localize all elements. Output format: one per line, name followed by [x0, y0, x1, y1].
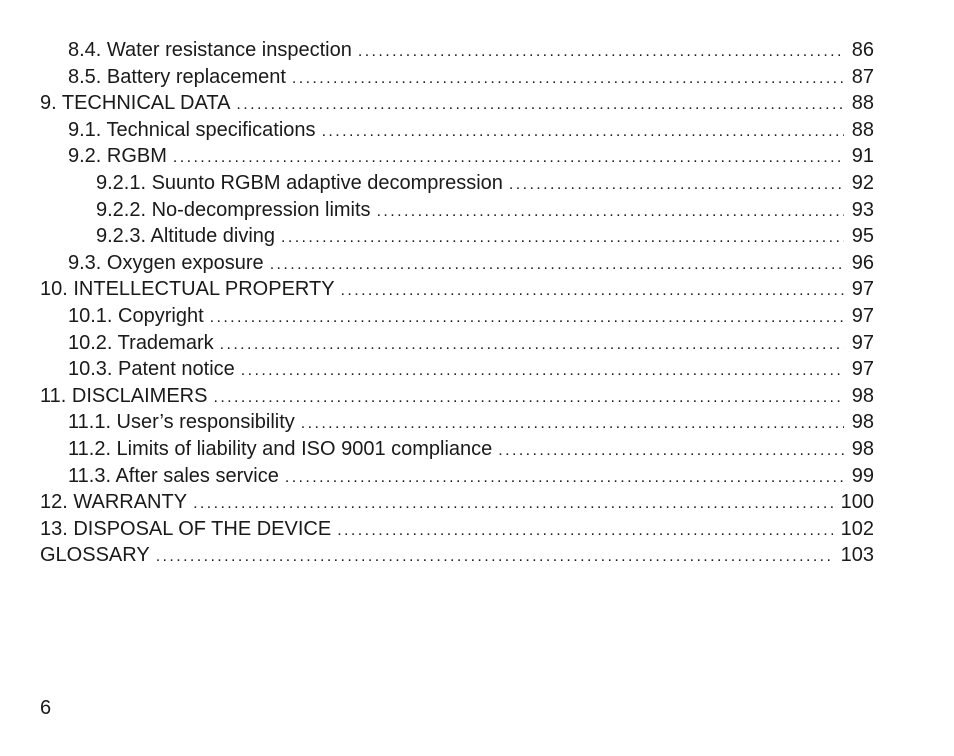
toc-entry-title: 8.5. Battery replacement — [68, 65, 286, 88]
toc-leader-dots — [498, 438, 843, 465]
toc-entry-page: 95 — [851, 225, 874, 248]
toc-entry-page: 97 — [851, 331, 874, 354]
toc-entry-page: 87 — [851, 65, 874, 88]
toc-entry-title: 10.1. Copyright — [68, 304, 204, 327]
toc-entry[interactable] — [40, 170, 874, 197]
toc-entry[interactable] — [40, 383, 874, 410]
toc-entry-title: 13. DISPOSAL OF THE DEVICE — [40, 517, 332, 540]
toc-leader-dots — [377, 199, 844, 226]
toc-entry-title: 9. TECHNICAL DATA — [40, 92, 231, 115]
toc-entry[interactable] — [40, 143, 874, 170]
toc-entry[interactable] — [40, 250, 874, 277]
toc-leader-dots — [358, 39, 844, 66]
toc-leader-dots — [337, 518, 832, 545]
toc-leader-dots — [285, 465, 844, 492]
toc-leader-dots — [236, 92, 843, 119]
toc-leader-dots — [341, 278, 844, 305]
toc-entry[interactable] — [40, 276, 874, 303]
toc-entry-page: 97 — [851, 304, 874, 327]
toc-entry-title: 9.2.2. No-decompression limits — [96, 198, 371, 221]
toc-leader-dots — [292, 66, 844, 93]
toc-leader-dots — [220, 332, 844, 359]
toc-entry-page: 100 — [840, 491, 874, 514]
page-number: 6 — [40, 697, 52, 719]
toc-entry[interactable] — [40, 463, 874, 490]
toc-leader-dots — [213, 385, 843, 412]
toc-leader-dots — [193, 491, 833, 518]
toc-entry-page: 99 — [851, 464, 874, 487]
toc-entry-page: 91 — [851, 145, 874, 168]
toc-entry-title: 11. DISCLAIMERS — [40, 384, 208, 407]
toc-leader-dots — [173, 145, 844, 172]
toc-entry-page: 97 — [851, 278, 874, 301]
toc-entry-title: GLOSSARY — [40, 544, 150, 567]
toc-entry-page: 98 — [851, 411, 874, 434]
toc-entry-title: 10.3. Patent notice — [68, 358, 235, 381]
toc-entry[interactable] — [40, 330, 874, 357]
toc-entry-page: 96 — [851, 251, 874, 274]
toc-entry[interactable] — [40, 436, 874, 463]
toc-entry-page: 88 — [851, 118, 874, 141]
toc-leader-dots — [281, 225, 844, 252]
toc-leader-dots — [322, 119, 844, 146]
toc-leader-dots — [509, 172, 844, 199]
toc-leader-dots — [270, 252, 844, 279]
toc-entry-title: 9.1. Technical specifications — [68, 118, 316, 141]
toc-leader-dots — [241, 358, 844, 385]
toc-entry[interactable] — [40, 64, 874, 91]
toc-entry-title: 9.2.1. Suunto RGBM adaptive decompression — [96, 171, 503, 194]
toc-entry[interactable] — [40, 489, 874, 516]
toc-entry-page: 92 — [851, 171, 874, 194]
toc-entry[interactable] — [40, 223, 874, 250]
toc-entry[interactable] — [40, 303, 874, 330]
table-of-contents — [40, 37, 874, 569]
toc-entry-title: 8.4. Water resistance inspection — [68, 39, 352, 61]
toc-entry-title: 11.2. Limits of liability and ISO 9001 compliance — [68, 437, 493, 460]
toc-entry[interactable] — [40, 356, 874, 383]
toc-leader-dots — [301, 411, 844, 438]
toc-entry-page: 98 — [851, 437, 874, 460]
toc-entry-page: 88 — [851, 92, 874, 115]
toc-entry-page: 98 — [851, 384, 874, 407]
toc-entry-page: 93 — [851, 198, 874, 221]
toc-entry-title: 9.3. Oxygen exposure — [68, 251, 264, 274]
toc-entry[interactable] — [40, 542, 874, 569]
toc-entry-page: 97 — [851, 358, 874, 381]
toc-entry-title: 10.2. Trademark — [68, 331, 214, 354]
toc-entry[interactable] — [40, 197, 874, 224]
toc-entry-title: 11.3. After sales service — [68, 464, 279, 487]
toc-leader-dots — [156, 544, 833, 571]
toc-entry[interactable] — [40, 117, 874, 144]
toc-entry-title: 9.2. RGBM — [68, 145, 167, 168]
toc-entry-title: 11.1. User’s responsibility — [68, 411, 295, 434]
toc-entry-page: 102 — [840, 517, 874, 540]
toc-entry-title: 9.2.3. Altitude diving — [96, 225, 276, 248]
toc-entry[interactable] — [40, 409, 874, 436]
toc-entry-page: 103 — [840, 544, 874, 567]
toc-entry-title: 12. WARRANTY — [40, 491, 188, 514]
toc-entry[interactable] — [40, 516, 874, 543]
toc-entry[interactable] — [40, 90, 874, 117]
toc-entry[interactable] — [40, 37, 874, 64]
toc-entry-page: 86 — [851, 39, 874, 61]
toc-leader-dots — [210, 305, 844, 332]
toc-entry-title: 10. INTELLECTUAL PROPERTY — [40, 278, 335, 301]
